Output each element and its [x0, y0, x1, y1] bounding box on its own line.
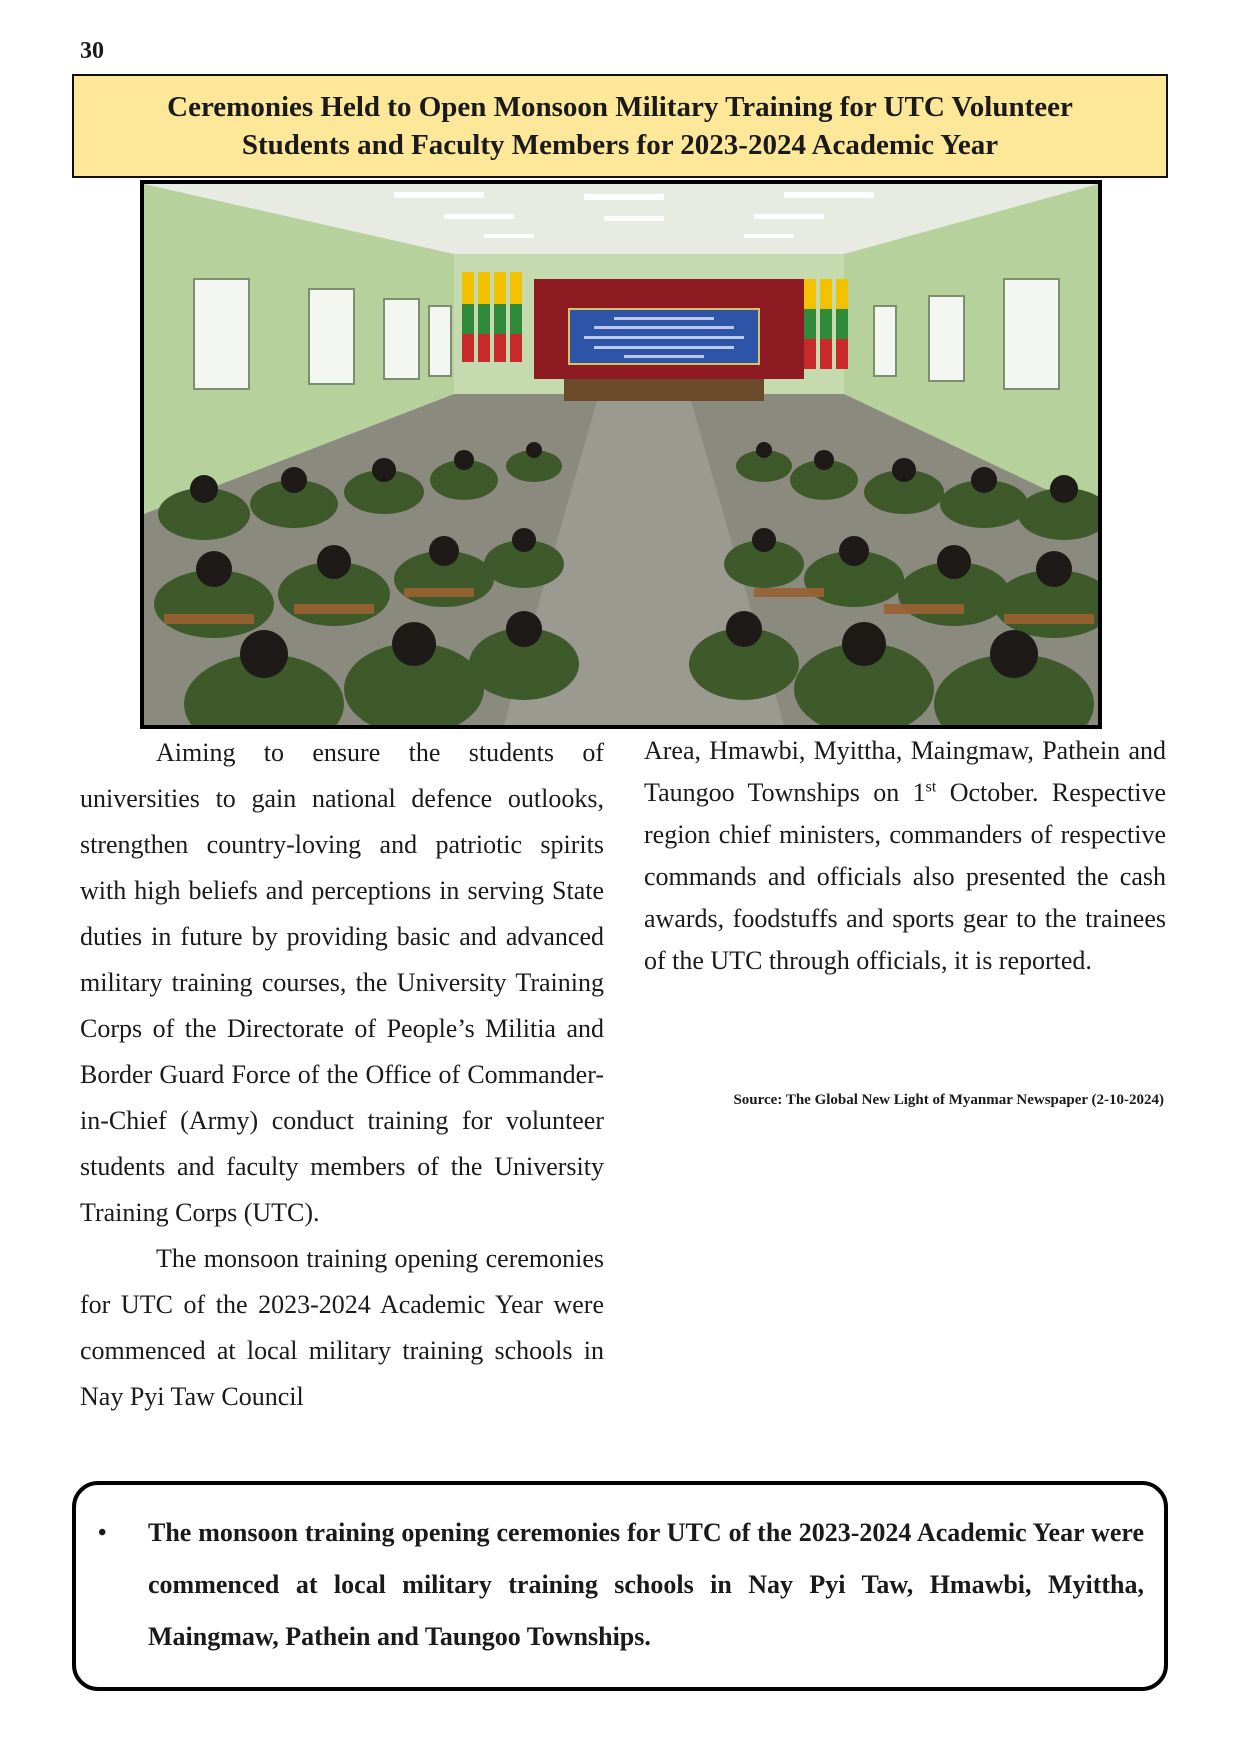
article-title	[72, 74, 1168, 178]
title-line-1: Ceremonies Held to Open Monsoon Military Training for UTC Volunteer	[167, 91, 1073, 123]
article-paragraph-2: The monsoon training opening ceremonies for UTC of the 2023-2024 Academic Year were commenced at local military training schools in Nay Pyi Taw Council	[80, 1244, 604, 1411]
ceremony-photo	[140, 180, 1102, 729]
bullet-icon: •	[98, 1520, 107, 1546]
ordinal-suffix: st	[925, 778, 937, 796]
article-paragraph-2-continued	[644, 730, 1166, 982]
title-line-2: Students and Faculty Members for 2023-2024 Academic Year	[241, 129, 999, 161]
page-number: 30	[80, 38, 104, 64]
source-citation: Source: The Global New Light of Myanmar Newspaper (2-10-2024)	[733, 1092, 1164, 1108]
ceremony-hall-illustration	[144, 184, 1098, 725]
summary-box	[72, 1481, 1168, 1691]
paragraph-2-cont-b: October. Respective region chief ministers, commanders of respective commands and officials also presented the cash awards, foodstuffs and sports gear to the trainees of the UTC through officials, it is reported.	[644, 778, 1166, 975]
article-column-right	[644, 730, 1166, 982]
summary-text: The monsoon training opening ceremonies for UTC of the 2023-2024 Academic Year were commenced at local military training schools in Nay Pyi Taw, Hmawbi, Myittha, Maingmaw, Pathein and Taungoo Townships.	[148, 1518, 1144, 1651]
article-column-left	[80, 730, 604, 1420]
article-paragraph-1: Aiming to ensure the students of universities to gain national defence outlooks, strengthen country-loving and patriotic spirits with high beliefs and perceptions in serving State duties in future by providing basic and advanced military training courses, the University Training Corps of the Directorate of People’s Militia and Border Guard Force of the Office of Commander-in-Chief (Army) conduct training for volunteer students and faculty members of the University Training Corps (UTC).	[80, 738, 604, 1227]
paragraph-2-cont-a: Area, Hmawbi, Myittha, Maingmaw, Pathein and Taungoo Townships on 1	[644, 736, 1166, 807]
